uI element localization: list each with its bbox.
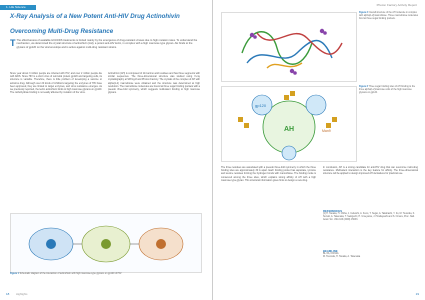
figure-1-diagram: [11, 214, 201, 272]
beamline-text: BL-5A, NW12A: [323, 253, 339, 255]
section-tag: 1. Life Science: [6, 5, 26, 9]
corner-label: Photon Factory Activity Report: [376, 3, 417, 7]
figure-1-caption: [10, 273, 200, 276]
abstract: [10, 39, 200, 49]
right-body-column-1: The three residues are associated with a pseudo three-fold symmetry in which the three binding sites are approximately 30 Å apart. Each binding pocket has aspartate, tyrosine and leucine residues forming the hydrogen bonds with mannobiose. The binding mode is conserved among the three sites, which explains strong affinity of AH with a high mannose type glycan. This structural information gives hints to design a new drug.: [221, 166, 316, 182]
figure-1-caption-text: Schematic diagram of the interaction of actinohivin with high mannose-type glycans on gp120 of HIV.: [19, 273, 122, 275]
figure-2: [221, 12, 357, 82]
footer-text-left: Highlights: [16, 293, 28, 296]
figure-3-binding-diagram: [222, 87, 356, 161]
figure-3-label-mannose: Man9: [322, 129, 331, 133]
body-column-1: Since year about 3 million people are infected with HIV, and over 2 million people die with AIDS. Since HIV is a short virus of retroviral protein gp120 and targeting cells, its structure is variable. Therefore, there is little problem of developing a vaccine or antivirus drug. Although over 20 kinds of inhibitors targeting the enzymes of HIV have been approved, they are limited to target enzymes, and virus resistance emerges. As we previously reported, the lectin actinohivin binds to high mannose glycans on gp120. The carbohydrate binding is not easily affected by mutation of the virus.: [10, 72, 102, 95]
beamline-block: [323, 250, 418, 259]
article-title: X-Ray Analysis of a New Potent Anti-HIV Drug Actinohivin: [10, 13, 180, 20]
figure-2-label: Figure 2: [359, 12, 368, 14]
figure-3-label: Figure 3: [359, 86, 368, 88]
body-column-2: Actinohivin (AH) is composed of 114 amino acid residues and has three segments with similar sequences. The three-dimensional structure was studied using X-ray crystallography at SPring-8 and Photon Factory. The crystals of the complex of AH with alpha(1-2) mannobiose were obtained and the structure was determined at high resolution. The mannobiose molecules are bound at three sugar binding pockets with a pseudo three-fold symmetry, which suggests multivalent binding to high mannose glycans.: [108, 72, 200, 95]
page-number-right: 19: [415, 292, 419, 296]
page-number-left: 18: [6, 292, 10, 296]
figure-2-caption: [359, 12, 419, 21]
references-block: [323, 210, 418, 222]
figure-1-label: Figure 1: [10, 273, 19, 275]
figure-3-caption: [359, 86, 419, 95]
figure-3-caption-text: Three sugar binding sites of AH binding to the three alpha(1-2)mannose units of the high mannose glycans on gp120.: [359, 86, 416, 94]
right-page: [213, 0, 425, 300]
references-text: [1] H. Tanaka, H. Chiba, J. Inokoshi, A. Kuno, T. Sugai, A. Takahashi, Y. Ito, M. Tsunoda, K. Suzuki, A. Takenaka, T. Sekiguchi, H. Umeyama, J. Hirabayashi and S. Omura, Proc. Natl. Acad. Sci. USA 106 (2009) 15633.: [323, 213, 415, 221]
references-heading: REFERENCES: [323, 209, 343, 213]
authors-text: M. Tsunoda, H. Tanaka, A. Takenaka: [323, 256, 361, 258]
figure-2-structure: [222, 13, 356, 81]
abstract-text: The effectiveness of available HIV/AIDS treatments is limited mainly by the emergence of drug-resistant viruses due to high mutation rates. To understand the mechanism, we determined the crystal structure of actinohivin (AH), a potent anti-HIV lectin, in complex with a high mannose type glycan. AH binds to the glycans of gp120 on the viral envelope and is active against multi-drug resistant strains.: [16, 39, 198, 49]
figure-1: [10, 213, 202, 273]
figure-2-caption-text: Overall structure of the AH molecule in complex with alpha(1-2)mannobiose. Three mannobiose molecules bind at three sugar binding pockets.: [359, 12, 419, 20]
figure-3-label-ah: AH: [284, 126, 295, 133]
right-body-column-2: In conclusion, AH is a strong candidate for anti-HIV drug that can overcome multi-drug resistance. Multivalent interaction is the key feature for affinity. The three-dimensional structure will be applied to design improved AH derivatives for practical use.: [323, 166, 418, 176]
beamline-heading: BEAMLINE: [323, 249, 338, 253]
figure-3: [221, 86, 357, 162]
left-page: [0, 0, 212, 300]
drop-cap: T: [10, 38, 16, 48]
article-subtitle: Overcoming Multi-Drug Resistance: [10, 28, 114, 35]
figure-3-label-gp120: gp120: [255, 103, 267, 108]
